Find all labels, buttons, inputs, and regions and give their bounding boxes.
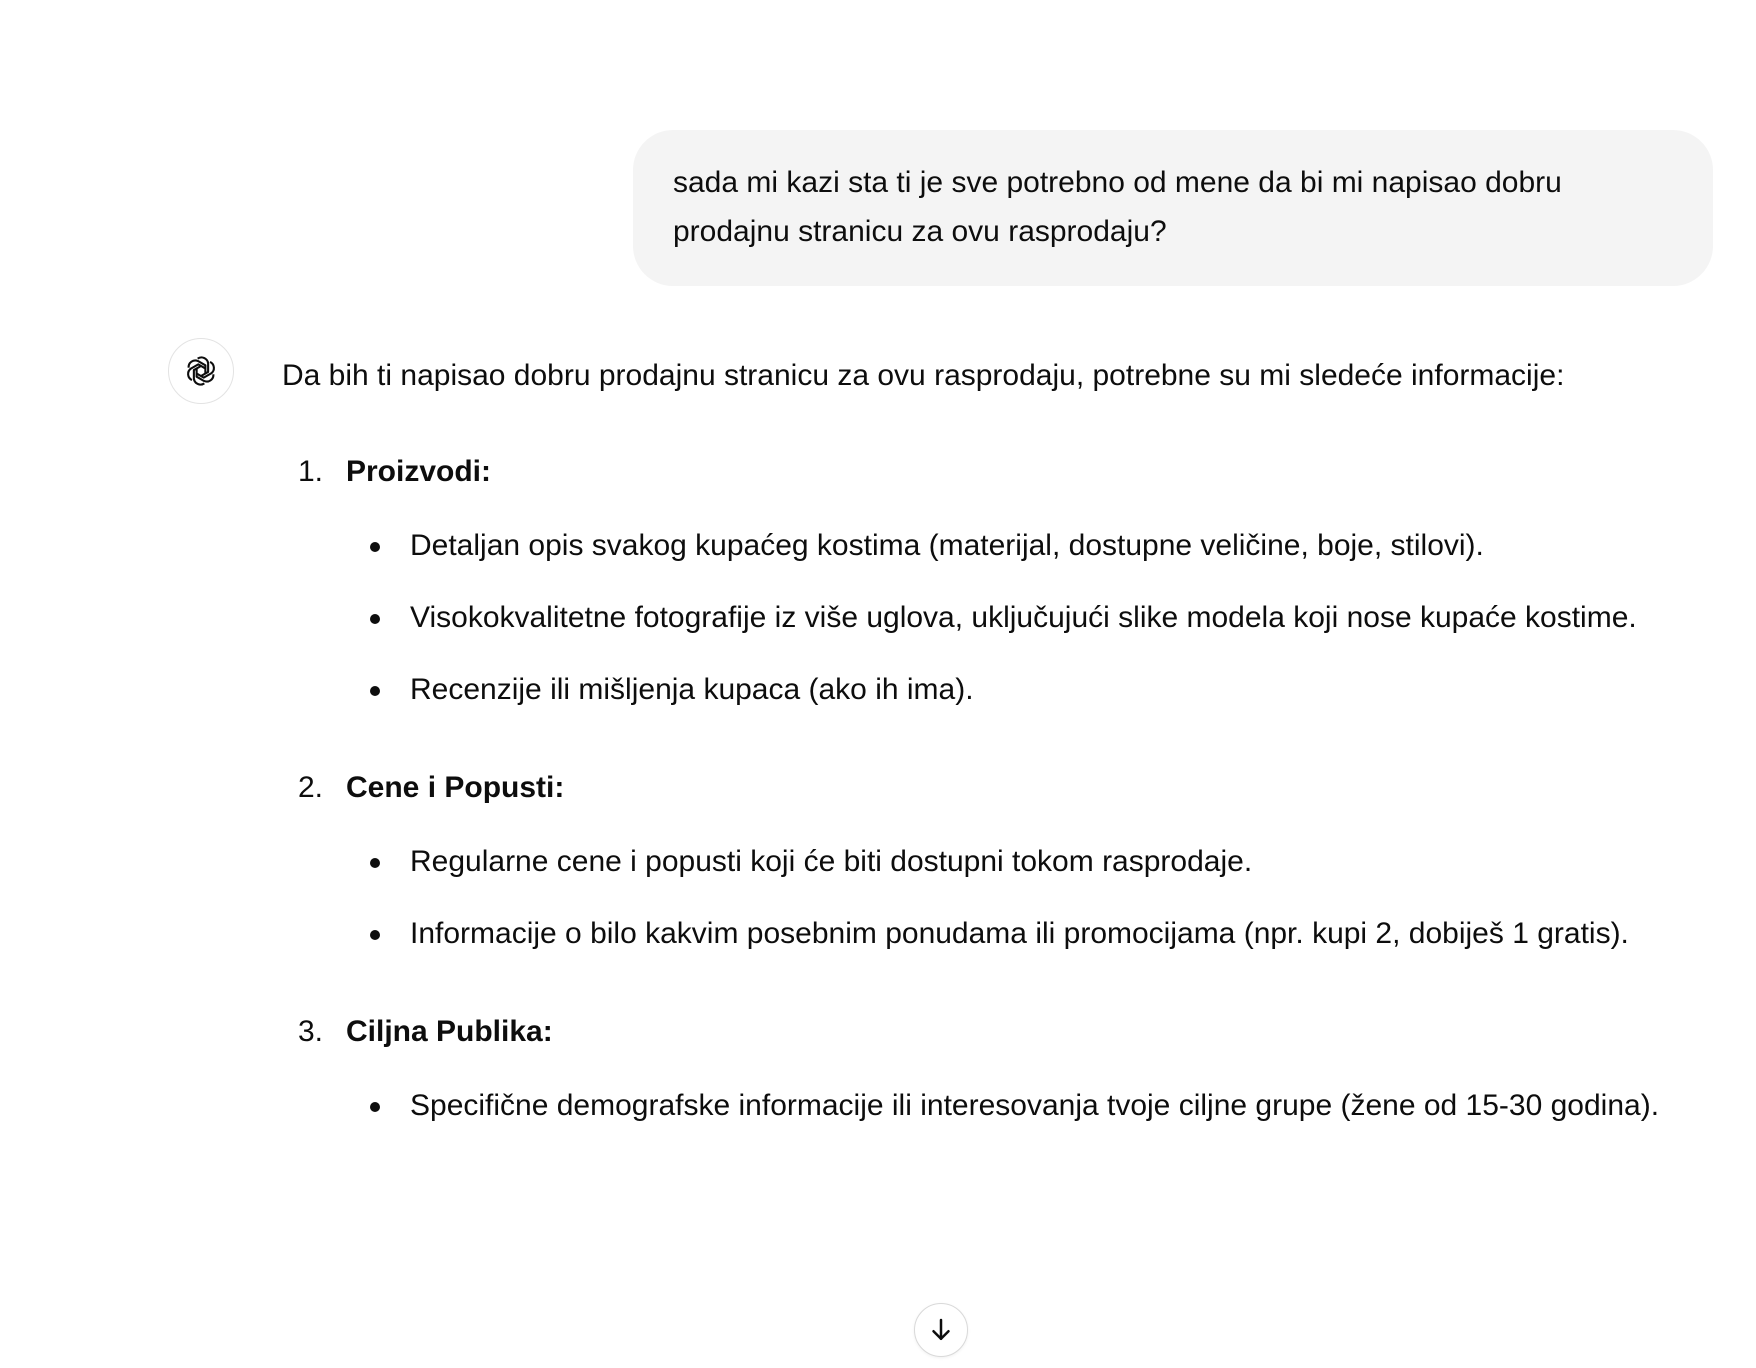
section-title: Ciljna Publika: xyxy=(346,1015,553,1048)
section-number: 2. xyxy=(298,771,324,804)
bullet-item: Specifične demografske informacije ili interesovanja tvoje ciljne grupe (žene od 15-30 godina). xyxy=(346,1078,1722,1134)
bullet-list xyxy=(346,834,1722,962)
bullet-item: Detaljan opis svakog kupaćeg kostima (materijal, dostupne veličine, boje, stilovi). xyxy=(346,518,1722,574)
bullet-list xyxy=(346,518,1722,718)
section-prices xyxy=(282,762,1722,962)
section-audience xyxy=(282,1006,1722,1134)
assistant-avatar xyxy=(168,338,234,404)
bullet-list xyxy=(346,1078,1722,1134)
bullet-item: Recenzije ili mišljenja kupaca (ako ih ima). xyxy=(346,662,1722,718)
section-title: Proizvodi: xyxy=(346,455,492,488)
bullet-item: Regularne cene i popusti koji će biti dostupni tokom rasprodaje. xyxy=(346,834,1722,890)
corner-artifact xyxy=(0,36,4,42)
user-message-bubble: sada mi kazi sta ti je sve potrebno od mene da bi mi napisao dobru prodajnu stranicu za ovu rasprodaju? xyxy=(633,130,1713,286)
section-title: Cene i Popusti: xyxy=(346,771,565,804)
assistant-message-content xyxy=(282,350,1722,1134)
section-number: 3. xyxy=(298,1015,324,1048)
section-number: 1. xyxy=(298,455,324,488)
openai-logo-icon xyxy=(182,352,220,390)
assistant-intro: Da bih ti napisao dobru prodajnu stranicu za ovu rasprodaju, potrebne su mi sledeće informacije: xyxy=(282,359,1565,392)
section-products xyxy=(282,446,1722,718)
user-message-row xyxy=(633,130,1713,286)
scroll-to-bottom-button[interactable] xyxy=(914,1303,968,1357)
bullet-item: Informacije o bilo kakvim posebnim ponudama ili promocijama (npr. kupi 2, dobiješ 1 gratis). xyxy=(346,906,1722,962)
requirements-list xyxy=(282,446,1722,1134)
bullet-item: Visokokvalitetne fotografije iz više uglova, uključujući slike modela koji nose kupaće kostime. xyxy=(346,590,1722,646)
arrow-down-icon xyxy=(926,1315,956,1345)
